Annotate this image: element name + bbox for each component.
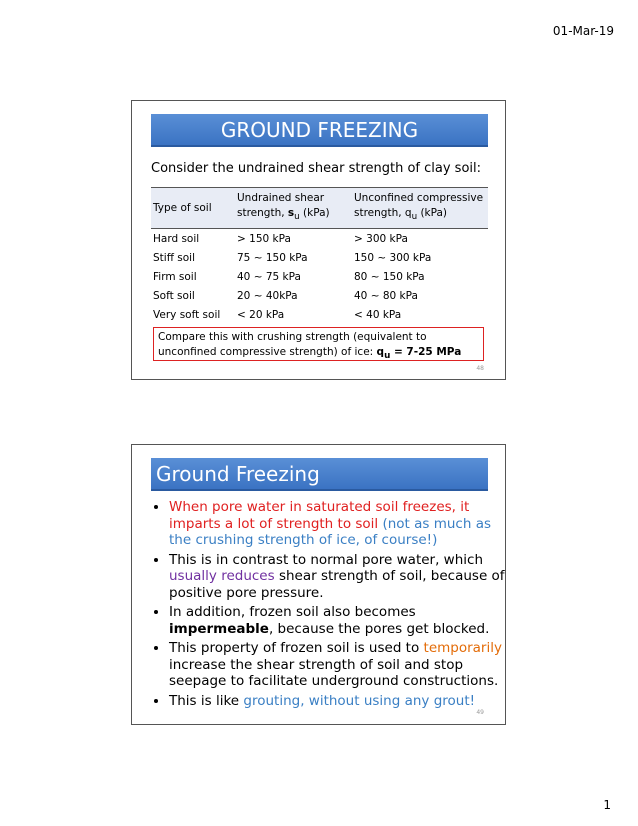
list-item bbox=[169, 499, 509, 549]
slide-48 bbox=[131, 100, 506, 380]
table-row bbox=[151, 305, 488, 324]
bullet-text-red: When pore water in saturated soil freezes, it imparts a lot of strength to soil bbox=[169, 499, 470, 532]
table-row bbox=[151, 248, 488, 267]
bullet-text-blue: (not as much as the crushing strength of ice, of course!) bbox=[169, 515, 492, 548]
slide-title: Ground Freezing bbox=[151, 458, 488, 491]
note-text: Compare this with crushing strength (equivalent to unconfined compressive strength) of ice: bbox=[158, 331, 427, 358]
cell-undrained: 75 ~ 150 kPa bbox=[237, 251, 308, 264]
slide-number: 49 bbox=[476, 709, 484, 716]
cell-unconfined: 40 ~ 80 kPa bbox=[354, 289, 418, 302]
slide-number: 48 bbox=[476, 365, 484, 372]
note-subscript-u: u bbox=[384, 351, 391, 362]
cell-soil-type: Very soft soil bbox=[153, 308, 221, 321]
header-undrained-line2: strength, bbox=[237, 207, 288, 219]
ice-strength-note bbox=[153, 327, 484, 361]
page-number: 1 bbox=[603, 798, 611, 812]
bullet-text: shear strength of soil, because of positive pore pressure. bbox=[169, 568, 505, 601]
cell-undrained: 20 ~ 40kPa bbox=[237, 289, 298, 302]
slide-intro: Consider the undrained shear strength of clay soil: bbox=[151, 161, 482, 176]
bullet-text: This property of frozen soil is used to bbox=[169, 640, 424, 656]
table-header-row bbox=[151, 188, 488, 229]
cell-unconfined: > 300 kPa bbox=[354, 232, 408, 245]
subscript-u: u bbox=[411, 212, 418, 223]
table-row bbox=[151, 229, 488, 249]
cell-soil-type: Hard soil bbox=[153, 232, 200, 245]
bullet-text-purple: usually reduces bbox=[169, 568, 275, 584]
header-date: 01-Mar-19 bbox=[552, 24, 614, 38]
table-row bbox=[151, 267, 488, 286]
header-unconfined-unit: (kPa) bbox=[417, 207, 448, 219]
symbol-s: s bbox=[287, 207, 295, 219]
cell-unconfined: 80 ~ 150 kPa bbox=[354, 270, 425, 283]
cell-undrained: 40 ~ 75 kPa bbox=[237, 270, 301, 283]
header-unconfined-line2: strength, bbox=[354, 207, 405, 219]
header-unconfined-line1: Unconfined compressive bbox=[354, 192, 484, 204]
slide-title: GROUND FREEZING bbox=[151, 114, 488, 147]
bullet-text: This is in contrast to normal pore water, which bbox=[169, 551, 484, 568]
cell-unconfined: < 40 kPa bbox=[354, 308, 402, 321]
cell-soil-type: Firm soil bbox=[153, 270, 197, 283]
bullet-text-bold: impermeable bbox=[169, 620, 269, 637]
header-unconfined-compressive bbox=[352, 188, 488, 229]
bullet-text-orange: temporarily bbox=[423, 640, 502, 656]
header-undrained-shear bbox=[235, 188, 352, 229]
header-type-of-soil: Type of soil bbox=[153, 201, 212, 214]
cell-soil-type: Soft soil bbox=[153, 289, 195, 302]
note-value: = 7-25 MPa bbox=[390, 346, 462, 358]
list-item bbox=[169, 640, 509, 690]
note-symbol-q: q bbox=[376, 346, 385, 358]
bullet-text: In addition, frozen soil also becomes bbox=[169, 604, 416, 620]
cell-undrained: > 150 kPa bbox=[237, 232, 291, 245]
header-undrained-unit: (kPa) bbox=[299, 207, 330, 219]
symbol-q: q bbox=[404, 207, 412, 219]
header-undrained-line1: Undrained shear bbox=[237, 192, 325, 204]
soil-strength-table bbox=[151, 187, 488, 324]
list-item bbox=[169, 604, 509, 637]
table-row bbox=[151, 286, 488, 305]
bullet-text: increase the shear strength of soil and stop seepage to facilitate underground constructions. bbox=[169, 656, 499, 689]
cell-undrained: < 20 kPa bbox=[237, 308, 285, 321]
list-item bbox=[169, 693, 509, 710]
bullet-list bbox=[151, 499, 509, 712]
cell-soil-type: Stiff soil bbox=[153, 251, 195, 264]
list-item bbox=[169, 552, 509, 602]
slide-49 bbox=[131, 444, 506, 725]
subscript-u: u bbox=[294, 212, 300, 223]
bullet-text: , because the pores get blocked. bbox=[268, 620, 490, 637]
cell-unconfined: 150 ~ 300 kPa bbox=[354, 251, 432, 264]
bullet-text-blue: grouting, without using any grout! bbox=[243, 692, 476, 709]
bullet-text: This is like bbox=[169, 692, 244, 709]
